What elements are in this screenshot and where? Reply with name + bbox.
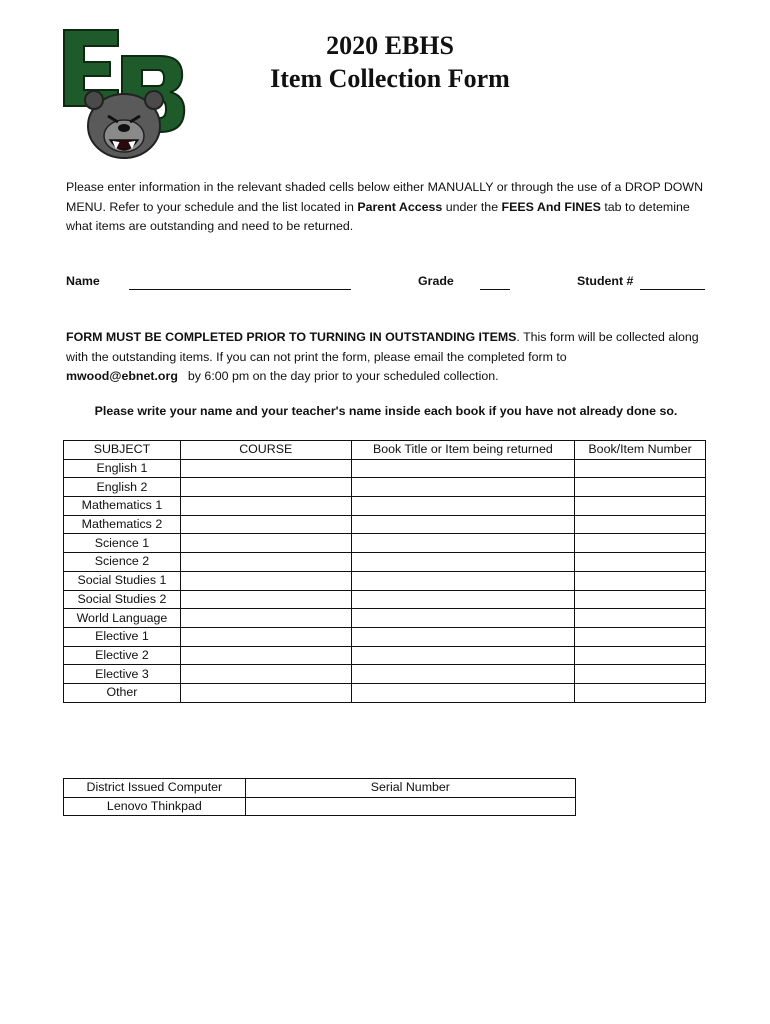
subject-cell: Social Studies 1 xyxy=(64,571,181,590)
subject-cell: Mathematics 1 xyxy=(64,497,181,516)
table-row xyxy=(64,627,706,646)
course-cell[interactable] xyxy=(180,515,351,534)
subject-cell: Elective 3 xyxy=(64,665,181,684)
table-row xyxy=(64,590,706,609)
book-title-cell[interactable] xyxy=(351,627,575,646)
book-number-cell[interactable] xyxy=(575,534,706,553)
book-number-cell[interactable] xyxy=(575,478,706,497)
course-cell[interactable] xyxy=(180,459,351,478)
course-cell[interactable] xyxy=(180,534,351,553)
table-row xyxy=(64,553,706,572)
book-number-cell[interactable] xyxy=(575,515,706,534)
book-title-cell[interactable] xyxy=(351,665,575,684)
name-label: Name xyxy=(66,274,100,288)
intro-text-3: tab to detemine what items are outstanding and need to be returned. xyxy=(66,199,690,233)
items-table xyxy=(63,440,706,703)
header-book-title: Book Title or Item being returned xyxy=(351,441,575,460)
header-subject: SUBJECT xyxy=(64,441,181,460)
grade-label: Grade xyxy=(418,274,454,288)
computer-header-row xyxy=(64,779,576,798)
course-cell[interactable] xyxy=(180,553,351,572)
subject-cell: Science 2 xyxy=(64,553,181,572)
course-cell[interactable] xyxy=(180,683,351,702)
book-title-cell[interactable] xyxy=(351,534,575,553)
table-row xyxy=(64,497,706,516)
name-field[interactable] xyxy=(129,289,351,290)
form-title xyxy=(220,30,560,96)
table-row xyxy=(64,459,706,478)
intro-bold-parent-access: Parent Access xyxy=(357,199,443,214)
book-title-cell[interactable] xyxy=(351,497,575,516)
computer-model-cell: Lenovo Thinkpad xyxy=(64,797,246,816)
course-cell[interactable] xyxy=(180,497,351,516)
subject-cell: Other xyxy=(64,683,181,702)
table-row xyxy=(64,534,706,553)
book-number-cell[interactable] xyxy=(575,571,706,590)
book-number-cell[interactable] xyxy=(575,683,706,702)
book-number-cell[interactable] xyxy=(575,553,706,572)
book-number-cell[interactable] xyxy=(575,590,706,609)
header-course: COURSE xyxy=(180,441,351,460)
header-book-number: Book/Item Number xyxy=(575,441,706,460)
table-row xyxy=(64,646,706,665)
header-district-computer: District Issued Computer xyxy=(64,779,246,798)
book-title-cell[interactable] xyxy=(351,590,575,609)
course-cell[interactable] xyxy=(180,571,351,590)
table-row xyxy=(64,478,706,497)
table-row xyxy=(64,797,576,816)
notice-bold: FORM MUST BE COMPLETED PRIOR TO TURNING IN OUTSTANDING ITEMS xyxy=(66,330,517,344)
eb-bear-logo-icon xyxy=(62,26,188,166)
book-number-cell[interactable] xyxy=(575,646,706,665)
table-row xyxy=(64,683,706,702)
grade-field[interactable] xyxy=(480,289,510,290)
book-title-cell[interactable] xyxy=(351,609,575,628)
book-title-cell[interactable] xyxy=(351,515,575,534)
book-title-cell[interactable] xyxy=(351,553,575,572)
course-cell[interactable] xyxy=(180,609,351,628)
course-cell[interactable] xyxy=(180,627,351,646)
table-row xyxy=(64,609,706,628)
subject-cell: Science 1 xyxy=(64,534,181,553)
subject-cell: Social Studies 2 xyxy=(64,590,181,609)
notice-text: . This form will be collected along with the outstanding items. If you can not print the form, please email the completed form to xyxy=(66,330,699,364)
items-header-row xyxy=(64,441,706,460)
title-line-1: 2020 EBHS xyxy=(326,31,454,60)
subject-cell: Elective 1 xyxy=(64,627,181,646)
intro-bold-fees: FEES And FINES xyxy=(501,199,601,214)
course-cell[interactable] xyxy=(180,646,351,665)
book-number-cell[interactable] xyxy=(575,627,706,646)
intro-text-1: Please enter information in the relevant shaded cells below either MANUALLY or through the use of a DROP DOWN MENU. Refer to your schedule and the list located in xyxy=(66,180,704,214)
subject-cell: World Language xyxy=(64,609,181,628)
book-title-cell[interactable] xyxy=(351,683,575,702)
table-row xyxy=(64,571,706,590)
course-cell[interactable] xyxy=(180,590,351,609)
table-row xyxy=(64,515,706,534)
book-number-cell[interactable] xyxy=(575,459,706,478)
header-serial-number: Serial Number xyxy=(245,779,575,798)
book-number-cell[interactable] xyxy=(575,665,706,684)
student-number-label: Student # xyxy=(577,274,634,288)
course-cell[interactable] xyxy=(180,665,351,684)
intro-text-2: under the xyxy=(442,199,502,214)
notice-tail: by 6:00 pm on the day prior to your scheduled collection. xyxy=(187,369,499,383)
subject-cell: English 2 xyxy=(64,478,181,497)
book-title-cell[interactable] xyxy=(351,646,575,665)
subject-cell: English 1 xyxy=(64,459,181,478)
school-logo xyxy=(62,26,188,166)
book-instruction: Please write your name and your teacher's name inside each book if you have not already done so. xyxy=(94,404,678,418)
book-title-cell[interactable] xyxy=(351,478,575,497)
contact-email: mwood@ebnet.org xyxy=(66,369,178,383)
student-number-field[interactable] xyxy=(640,289,705,290)
subject-cell: Mathematics 2 xyxy=(64,515,181,534)
computer-table xyxy=(63,778,576,816)
table-row xyxy=(64,665,706,684)
book-number-cell[interactable] xyxy=(575,497,706,516)
subject-cell: Elective 2 xyxy=(64,646,181,665)
intro-paragraph xyxy=(66,178,706,237)
serial-number-cell[interactable] xyxy=(245,797,575,816)
book-title-cell[interactable] xyxy=(351,571,575,590)
notice-paragraph xyxy=(66,328,706,387)
course-cell[interactable] xyxy=(180,478,351,497)
title-line-2: Item Collection Form xyxy=(270,64,510,93)
book-number-cell[interactable] xyxy=(575,609,706,628)
book-title-cell[interactable] xyxy=(351,459,575,478)
student-info-fields xyxy=(66,272,706,294)
